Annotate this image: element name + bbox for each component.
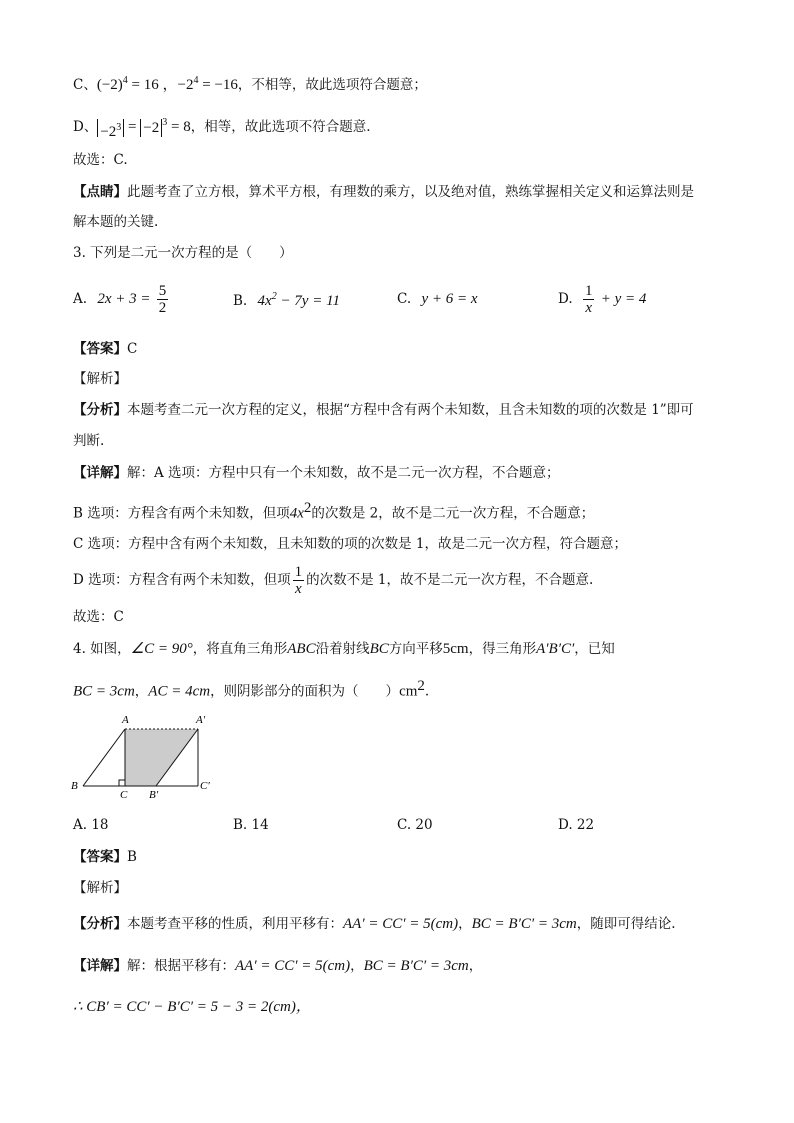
math-term: AA′ = CC′ = 5(cm): [235, 958, 351, 974]
fraction: [293, 564, 305, 597]
exponent: 4: [122, 75, 128, 86]
q4-option-c: C. 20: [397, 817, 433, 833]
math-term: = −16: [198, 77, 238, 93]
option-label: C.: [397, 291, 412, 307]
section-tag: 【答案】: [73, 341, 127, 357]
text: 此题考查了立方根，算术平方根，有理数的乘方，以及绝对值，熟练掌握相关定义和运算法则是: [127, 184, 694, 200]
text: 的次数不是 1，故不是二元一次方程，不合题意.: [306, 572, 594, 588]
math-term: 4x: [289, 505, 304, 522]
question-4-line-2: [73, 677, 429, 701]
text: ，相等，故此选项不符合题意.: [190, 119, 371, 135]
answer-value: C: [127, 341, 138, 357]
math-term: = 16 ，: [127, 77, 178, 93]
dianjing-line: [73, 183, 694, 201]
xiangjie-3c: C 选项：方程中含有两个未知数，且未知数的项的次数是 1，故是二元一次方程，符合题意；: [73, 536, 627, 552]
text: ，: [458, 916, 472, 932]
math-term: AC = 4cm: [148, 683, 211, 700]
xiangjie-4: [73, 957, 482, 975]
math-expr: [97, 117, 191, 140]
jiexi-tag-4: 【解析】: [73, 880, 127, 896]
text: B 选项：方程含有两个未知数，但项: [73, 505, 290, 522]
math-term: ABC: [287, 641, 316, 657]
math-term: −2: [100, 123, 117, 140]
math-term: BC = B′C′ = 3cm: [471, 916, 577, 932]
math-term: (−2): [96, 77, 123, 93]
section-tag: 【点睛】: [73, 184, 127, 200]
label-a: A: [122, 714, 129, 726]
text: ，不相等，故此选项符合题意；: [237, 77, 427, 93]
xiangjie-3a: [73, 464, 560, 482]
text: 本题考查平移的性质，利用平移有：: [127, 916, 343, 932]
math-term: AA′ = CC′ = 5(cm): [343, 916, 459, 932]
math-term: BC = 3cm: [73, 683, 135, 700]
unit: cm: [399, 683, 418, 700]
xiangjie-3d: [73, 564, 593, 597]
q4-option-d: D. 22: [558, 817, 595, 833]
label-c-prime: C′: [200, 780, 210, 792]
answer-4: [73, 848, 137, 866]
text: 的次数是 2，故不是二元一次方程，不合题意；: [311, 505, 595, 522]
answer-3: [73, 340, 137, 358]
exponent: 2: [417, 678, 425, 694]
text: 本题考查二元一次方程的定义，根据“方程中含有两个未知数，且含未知数的项的次数是 1”即可: [127, 402, 694, 418]
math-term: BC = B′C′ = 3cm: [363, 958, 469, 974]
text: 解：根据平移有：: [127, 958, 235, 974]
xiangjie-4-calc: ∴ CB′ = CC′ − B′C′ = 5 − 3 = 2(cm)，: [73, 999, 311, 1015]
math-term: −2: [177, 77, 194, 93]
text: ，得三角形: [468, 641, 537, 657]
q3-option-c: [397, 291, 478, 308]
choose-line-1: 故选：C.: [73, 152, 128, 168]
label-b: B: [71, 780, 78, 792]
math-term: −2: [143, 119, 160, 136]
abs-value: [140, 119, 162, 137]
math-expr: [97, 77, 238, 93]
text: .: [424, 683, 430, 700]
math-term: = 8: [167, 119, 191, 135]
shaded-region: [125, 729, 198, 786]
section-tag: 【详解】: [73, 465, 127, 481]
q3-option-d: [558, 283, 646, 316]
section-tag: 【分析】: [73, 916, 127, 932]
exponent: 3: [116, 121, 122, 133]
question-4-line-1: [73, 640, 615, 658]
text: ，将直角三角形: [192, 641, 288, 657]
xiangjie-3b: [73, 499, 594, 523]
fraction: [157, 283, 169, 316]
abs-value: [97, 119, 124, 140]
right-angle-mark: [119, 780, 125, 786]
text: ，则阴影部分的面积为（ ）: [210, 683, 400, 700]
text: ，随即可得结论.: [576, 916, 676, 932]
text: 方向平移: [388, 641, 443, 657]
exponent: 4: [193, 75, 199, 86]
q4-option-a: A. 18: [73, 817, 109, 833]
math-term: =: [124, 119, 141, 135]
jiexi-tag-3: 【解析】: [73, 371, 127, 387]
option-label: C、: [73, 77, 97, 93]
text: 解：A 选项：方程中只有一个未知数，故不是二元一次方程，不合题意；: [127, 465, 560, 481]
exponent: 2: [303, 500, 312, 516]
text: ，: [134, 683, 149, 700]
math-expr: y + 6 = x: [421, 291, 478, 307]
dianjing-line-2: 解本题的关键.: [73, 214, 159, 230]
option-label: B.: [233, 293, 248, 309]
text: 4. 如图，: [73, 641, 131, 657]
option-c-line: [73, 72, 427, 94]
label-c: C: [120, 789, 128, 801]
math-expr: 2x + 3 =: [97, 291, 151, 307]
denominator: x: [585, 300, 593, 316]
math-term: − 7y = 11: [276, 293, 340, 309]
label-b-prime: B′: [149, 789, 159, 801]
numerator: 1: [294, 564, 303, 580]
math-term: ∠C = 90°: [130, 641, 193, 657]
option-label: A.: [73, 291, 88, 307]
math-term: A′B′C′: [536, 641, 575, 657]
denominator: 2: [158, 300, 167, 316]
numerator: 1: [584, 283, 593, 299]
question-3: 3. 下列是二元一次方程的是（ ）: [73, 245, 293, 261]
option-label: D.: [558, 291, 573, 307]
section-tag: 【详解】: [73, 958, 127, 974]
option-label: D、: [73, 119, 98, 135]
text: 沿着射线: [315, 641, 370, 657]
math-term: 5cm: [442, 641, 469, 657]
section-tag: 【分析】: [73, 402, 127, 418]
math-term: 4x: [257, 293, 272, 309]
fenxi-3: [73, 401, 694, 419]
numerator: 5: [158, 283, 167, 299]
fraction: [583, 283, 595, 316]
math-expr: [258, 293, 340, 309]
exponent: 3: [162, 117, 168, 128]
denominator: x: [295, 581, 302, 597]
q4-option-b: B. 14: [233, 817, 269, 833]
math-expr: + y = 4: [600, 291, 647, 307]
answer-value: B: [127, 849, 137, 865]
text: ，: [350, 958, 364, 974]
fenxi-3b: 判断.: [73, 433, 105, 449]
label-a-prime: A′: [196, 714, 206, 726]
option-d-line: [73, 114, 371, 140]
q3-option-b: [233, 291, 340, 310]
fenxi-4: [73, 915, 676, 933]
choose-line-3: 故选：C: [73, 609, 124, 625]
q3-option-a: [73, 283, 170, 316]
section-tag: 【答案】: [73, 849, 127, 865]
translation-figure: [66, 710, 226, 802]
math-term: BC: [369, 641, 389, 657]
segment-ab: [83, 729, 125, 786]
text: ，: [468, 958, 483, 974]
exponent: 2: [271, 291, 277, 302]
text: ，已知: [574, 641, 615, 657]
text: D 选项：方程含有两个未知数，但项: [73, 572, 291, 588]
